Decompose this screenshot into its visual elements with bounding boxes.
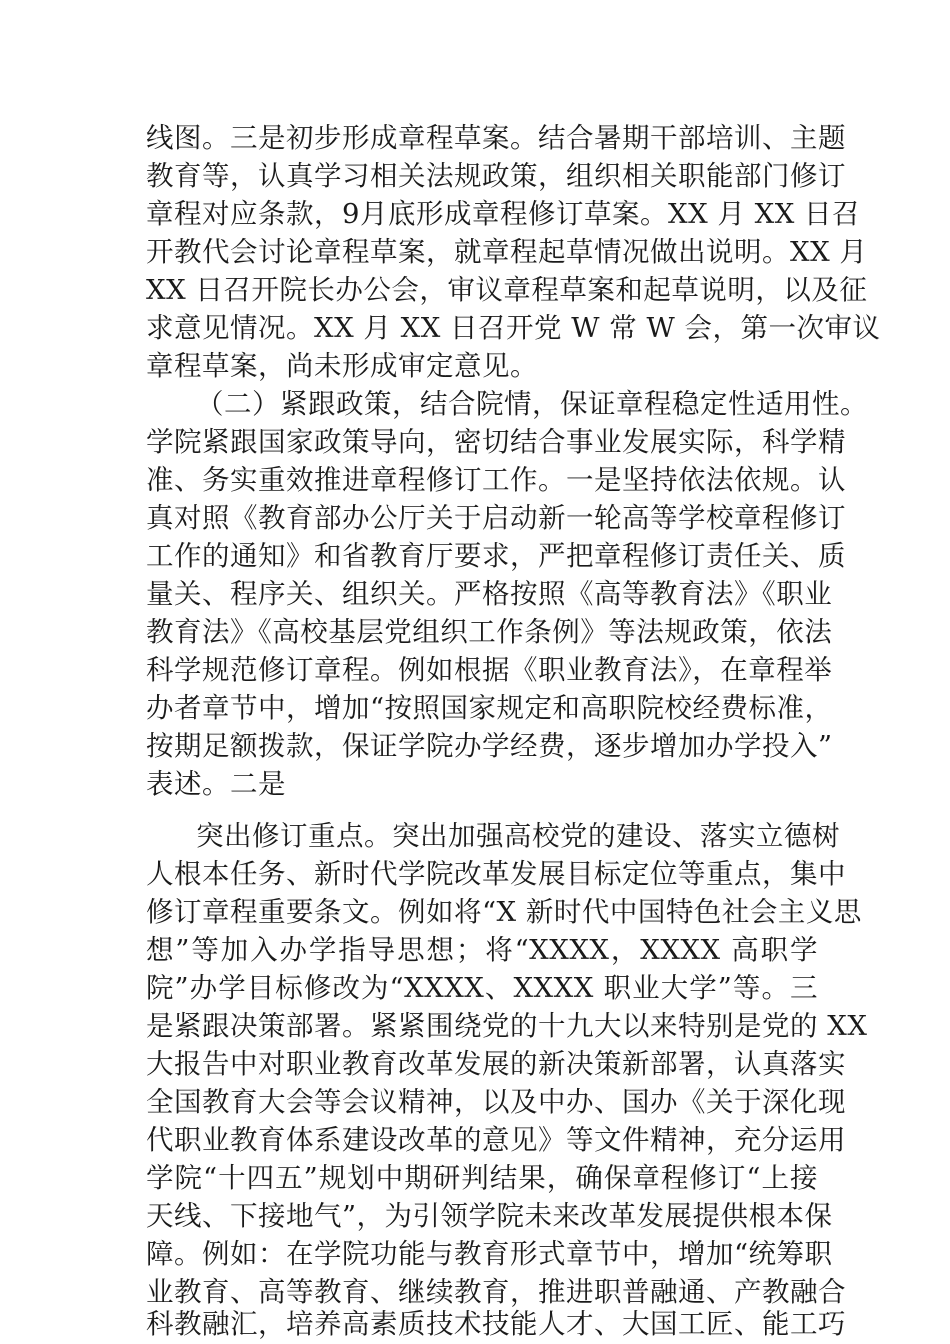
- text-line-1: 线图。三是初步形成章程草案。结合暑期干部培训、主题: [146, 122, 846, 154]
- text-line-9: 学院紧跟国家政策导向，密切结合事业发展实际，科学精: [146, 426, 846, 458]
- text-line-28: 学院“十四五”规划中期研判结果，确保章程修订“上接: [146, 1162, 818, 1194]
- text-line-13: 量关、程序关、组织关。严格按照《高等教育法》《职业: [146, 578, 833, 610]
- text-line-19: 突出修订重点。突出加强高校党的建设、落实立德树: [196, 820, 840, 852]
- text-line-6: 求意见情况。XX 月 XX 日召开党 W 常 W 会，第一次审议: [146, 312, 881, 344]
- text-line-25: 大报告中对职业教育改革发展的新决策新部署，认真落实: [146, 1048, 846, 1080]
- text-line-12: 工作的通知》和省教育厅要求，严把章程修订责任关、质: [146, 540, 846, 572]
- text-line-16: 办者章节中，增加“按照国家规定和高职院校经费标准，: [146, 692, 833, 724]
- text-line-26: 全国教育大会等会议精神，以及中办、国办《关于深化现: [146, 1086, 846, 1118]
- text-line-29: 天线、下接地气”，为引领学院未来改革发展提供根本保: [146, 1200, 833, 1232]
- text-line-7: 章程草案，尚未形成审定意见。: [146, 350, 538, 382]
- text-line-30: 障。例如：在学院功能与教育形式章节中，增加“统筹职: [146, 1238, 833, 1270]
- text-line-23: 院”办学目标修改为“XXXX、XXXX 职业大学”等。三: [146, 972, 818, 1004]
- text-line-3: 章程对应条款，9月底形成章程修订草案。XX 月 XX 日召: [146, 198, 861, 230]
- text-line-17: 按期足额拨款，保证学院办学经费，逐步增加办学投入”: [146, 730, 833, 762]
- text-line-15: 科学规范修订章程。例如根据《职业教育法》，在章程举: [146, 654, 833, 686]
- text-line-2: 教育等，认真学习相关法规政策，组织相关职能部门修订: [146, 160, 846, 192]
- text-line-10: 准、务实重效推进章程修订工作。一是坚持依法依规。认: [146, 464, 846, 496]
- text-line-20: 人根本任务、新时代学院改革发展目标定位等重点，集中: [146, 858, 846, 890]
- text-line-4: 开教代会讨论章程草案，就章程起草情况做出说明。XX 月: [146, 236, 868, 268]
- text-line-24: 是紧跟决策部署。紧紧围绕党的十九大以来特别是党的 XX: [146, 1010, 868, 1042]
- text-line-5: XX 日召开院长办公会，审议章程草案和起草说明，以及征: [146, 274, 868, 306]
- text-line-27: 代职业教育体系建设改革的意见》等文件精神，充分运用: [146, 1124, 846, 1156]
- text-line-18: 表述。二是: [146, 768, 286, 800]
- text-line-22: 想”等加入办学指导思想；将“XXXX，XXXX 高职学: [146, 934, 818, 966]
- text-line-32: 科教融汇，培养高素质技术技能人才、大国工匠、能工巧: [146, 1308, 846, 1340]
- text-line-14: 教育法》《高校基层党组织工作条例》等法规政策，依法: [146, 616, 833, 648]
- text-line-21: 修订章程重要条文。例如将“X 新时代中国特色社会主义思: [146, 896, 862, 928]
- text-line-11: 真对照《教育部办公厅关于启动新一轮高等学校章程修订: [146, 502, 846, 534]
- text-line-31: 业教育、高等教育、继续教育，推进职普融通、产教融合: [146, 1276, 846, 1308]
- section-heading: （二）紧跟政策，结合院情，保证章程稳定性适用性。: [196, 388, 868, 420]
